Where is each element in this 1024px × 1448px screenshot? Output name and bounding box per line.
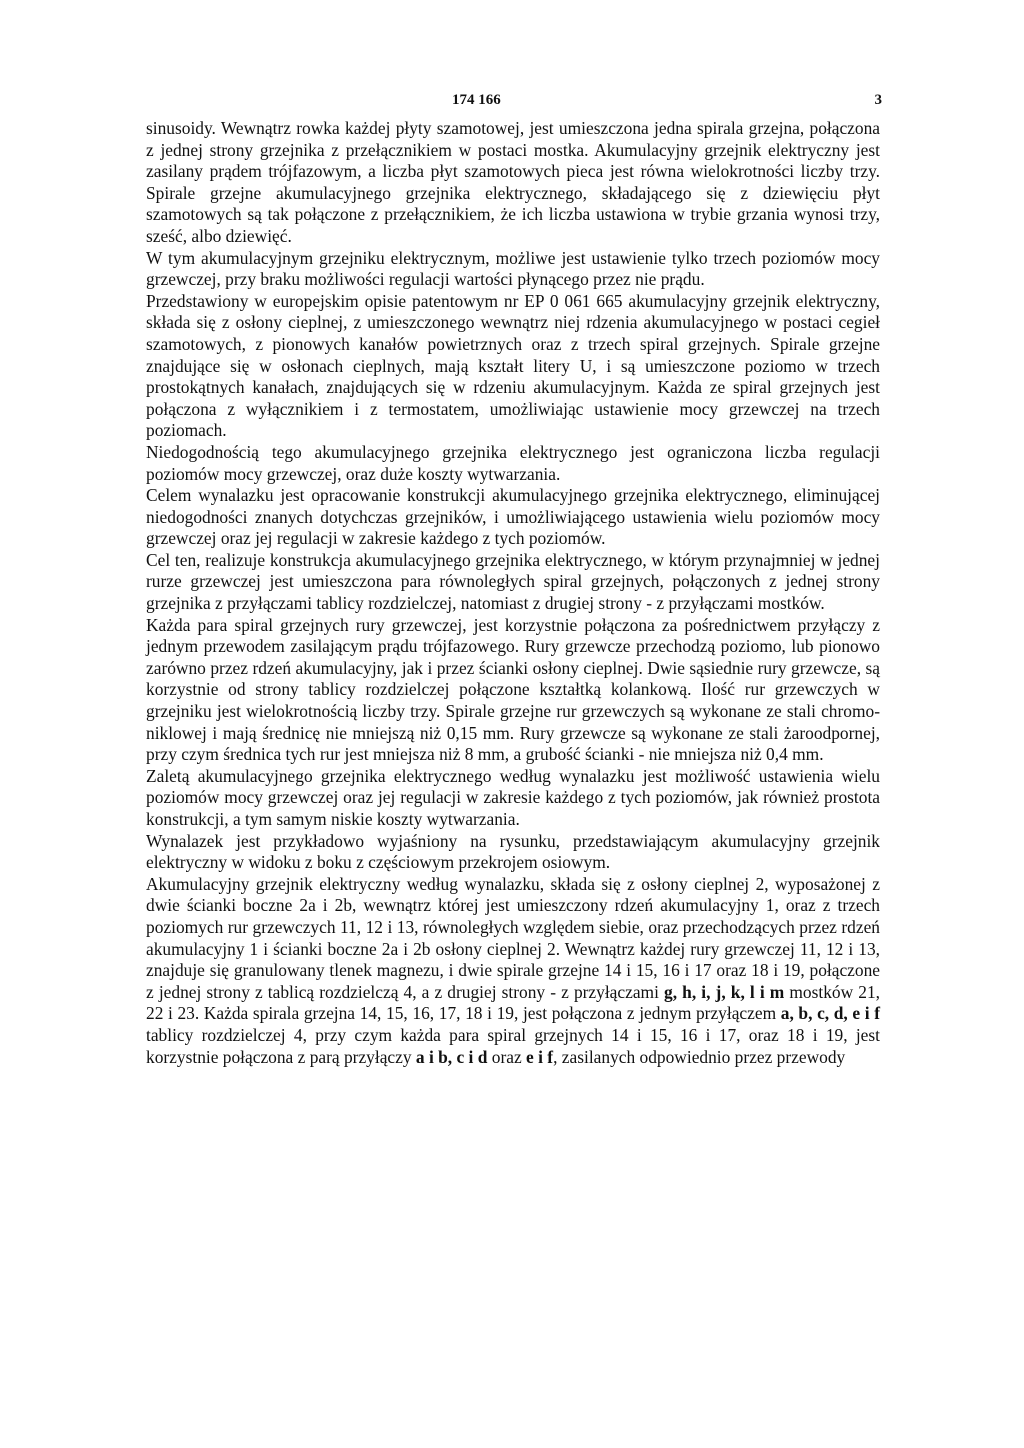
paragraph-1: sinusoidy. Wewnątrz rowka każdej płyty szamotowej, jest umieszczona jedna spirala grzejna, połączona z jednej strony grzejnika z przełącznikiem w postaci mostka. Akumulacyjny grzejnik elektryczny jest zasilany prądem trójfazowym, a liczba płyt szamotowych pieca jest równa wielokrotności liczby trzy. Spirale grzejne akumulacyjnego grzejnika elektrycznego, składającego się z dziewięciu płyt szamotowych są tak połączone z przełącznikiem, że ich liczba ustawiona w trybie grzania wynosi trzy, sześć, albo dziewięć. xyxy=(146,118,880,246)
body-text xyxy=(146,118,880,1068)
paragraph-2: W tym akumulacyjnym grzejniku elektrycznym, możliwe jest ustawienie tylko trzech poziomów mocy grzewczej, przy braku możliwości regulacji wartości płynącego przez nie prądu. xyxy=(146,247,880,290)
connector-refs-mostki: g, h, i, j, k, l i m xyxy=(664,981,785,1002)
paragraph-8: Zaletą akumulacyjnego grzejnika elektrycznego według wynalazku jest możliwość ustawienia wielu poziomów mocy grzewczej oraz jej regulacji w zakresie każdego z tych poziomów, jak również prostota konstrukcji, a tym samym niskie koszty wytwarzania. xyxy=(146,765,880,829)
paragraph-4: Niedogodnością tego akumulacyjnego grzejnika elektrycznego jest ograniczona liczba regulacji poziomów mocy grzewczej, oraz duże koszty wytwarzania. xyxy=(146,441,880,484)
paragraph-10-text-2: mostków 21, 22 i 23. Każda spirala grzejna 14, 15, 16, 17, 18 i 19, jest połączona z jednym przyłączem xyxy=(146,981,880,1024)
paragraph-10 xyxy=(146,874,880,1068)
connector-refs-tablica: a, b, c, d, e i f xyxy=(780,1003,880,1024)
page-header xyxy=(146,92,880,118)
paragraph-5: Celem wynalazku jest opracowanie konstrukcji akumulacyjnego grzejnika elektrycznego, eliminującej niedogodności znanych dotychczas grzejników, i umożliwiającego ustawienia wielu poziomów mocy grzewczej oraz jej regulacji w zakresie każdego z tych poziomów. xyxy=(146,485,880,549)
page-number: 3 xyxy=(874,92,882,108)
paragraph-10-text-4: oraz xyxy=(487,1046,527,1067)
paragraph-10-text-5: , zasilanych odpowiednio przez przewody xyxy=(553,1046,846,1067)
connector-pair-ef: e i f xyxy=(526,1046,554,1067)
paragraph-7: Każda para spiral grzejnych rury grzewczej, jest korzystnie połączona za pośrednictwem przyłączy z jednym przewodem zasilającym prądu trójfazowego. Rury grzewcze przechodzą poziomo, lub pionowo zarówno przez rdzeń akumulacyjny, jak i przez ścianki osłony cieplnej. Dwie sąsiednie rury grzewcze, są korzystnie od strony tablicy rozdzielczej połączone kształtką kolankową. Ilość rur grzewczych w grzejniku jest wielokrotnością liczby trzy. Spirale grzejne rur grzewczych są wykonane ze stali chromo-niklowej i mają średnicę nie mniejszą niż 0,15 mm. Rury grzewcze są wykonane ze stali żaroodpornej, przy czym średnica tych rur jest mniejsza niż 8 mm, a grubość ścianki - nie mniejsza niż 0,4 mm. xyxy=(146,614,880,765)
document-number: 174 166 xyxy=(452,92,501,108)
document-page xyxy=(146,92,880,1068)
paragraph-6: Cel ten, realizuje konstrukcja akumulacyjnego grzejnika elektrycznego, w którym przynajmniej w jednej rurze grzewczej jest umieszczona para równoległych spiral grzejnych, połączonych z jednej strony grzejnika z przyłączami tablicy rozdzielczej, natomiast z drugiej strony - z przyłączami mostków. xyxy=(146,549,880,614)
paragraph-10-text-1: Akumulacyjny grzejnik elektryczny według wynalazku, składa się z osłony cieplnej 2, wyposażonej z dwie ścianki boczne 2a i 2b, wewnątrz której jest umieszczony rdzeń akumulacyjny 1, oraz z trzech poziomych rur grzewczych 11, 12 i 13, równoległych względem siebie, oraz przechodzących przez rdzeń akumulacyjny 1 i ścianki boczne 2a i 2b osłony cieplnej 2. Wewnątrz każdej rury grzewczej 11, 12 i 13, znajduje się granulowany tlenek magnezu, i dwie spirale grzejne 14 i 15, 16 i 17 oraz 18 i 19, połączone z jednej strony z tablicą rozdzielczą 4, a z drugiej strony - z przyłączami xyxy=(146,873,880,1002)
connector-pairs-ab-cd: a i b, c i d xyxy=(415,1046,488,1067)
paragraph-9: Wynalazek jest przykładowo wyjaśniony na rysunku, przedstawiającym akumulacyjny grzejnik elektryczny w widoku z boku z częściowym przekrojem osiowym. xyxy=(146,830,880,873)
paragraph-10-text-3: tablicy rozdzielczej 4, przy czym każda para spiral grzejnych 14 i 15, 16 i 17, oraz 18 i 19, jest korzystnie połączona z parą przyłączy xyxy=(146,1024,880,1067)
paragraph-3: Przedstawiony w europejskim opisie patentowym nr EP 0 061 665 akumulacyjny grzejnik elektryczny, składa się z osłony cieplnej, z umieszczonego wewnątrz niej rdzenia akumulacyjnego w postaci cegieł szamotowych, z pionowych kanałów powietrznych oraz z trzech spiral grzejnych. Spirale grzejne znajdujące się w osłonach cieplnych, mają kształt litery U, i są umieszczone poziomo w trzech prostokątnych kanałach, znajdujących się w rdzeniu akumulacyjnym. Każda ze spiral grzejnych jest połączona z wyłącznikiem i z termostatem, umożliwiając ustawienie mocy grzewczej na trzech poziomach. xyxy=(146,290,880,441)
